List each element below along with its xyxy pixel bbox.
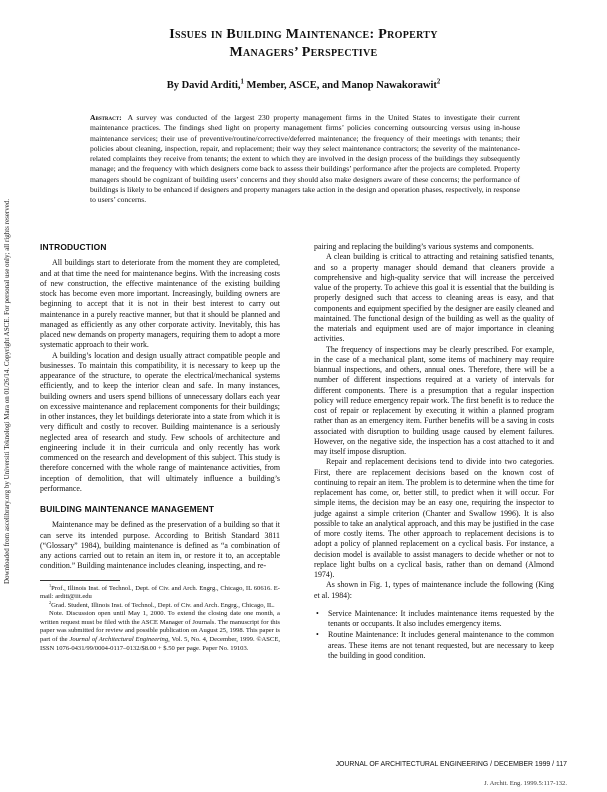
footnote-2: $^2$Grad. Student, Illinois Inst. of Technol., Dept. of Civ. and Arch. Engrg., Chicago, IL. — [49, 599, 275, 609]
maintenance-types-list — [314, 609, 554, 661]
authors-line — [40, 80, 567, 91]
bullet-icon: • — [316, 630, 319, 640]
authors-second: Member, ASCE, and Manop Nawakorawit — [243, 80, 437, 91]
authors-first: By David Arditi, — [166, 80, 241, 91]
author-sup-1: 1 — [240, 78, 244, 86]
download-sidebar-note: Downloaded from ascelibrary.org by Universiti Teknologi Mara on 01/26/14. Copyright ASCE. For personal use only; all rights reserved. — [3, 198, 11, 584]
journal-name-italic: Journal of Architectural Engineering — [69, 636, 169, 644]
left-column — [40, 242, 280, 653]
intro-paragraph-1: All buildings start to deteriorate from the moment they are completed, and at that time the need for maintenance begins. With the increasing costs of new construction, the effective maintenance of the existing building stock has become even more important. Increasingly, building owners are beginning to accept that it is not in their best interest to carry out maintenance in a purely reactive manner, but that it should be planned and managed as efficiently as any other corporate activity. Inevitably, this has placed new demands on property managers, requiring them to adopt a more systematic approach to their work. — [40, 258, 280, 350]
footnotes — [40, 582, 280, 654]
cleaning-paragraph: A clean building is critical to attracting and retaining satisfied tenants, and so a property manager should demand that cleaners provide a comprehensive and high-quality service that will increase the perceived value of the property. To achieve this goal it is essential that the building is properly designed such that access to cleaning areas is easy, and that components and equipment specified by the designer are easily cleaned and maintained. The functional design of the building as well as the quality of the materials and equipment used are of major importance in cleaning activities. — [314, 252, 554, 344]
citation-footer: J. Archit. Eng. 1999.5:117-132. — [484, 780, 567, 787]
introduction-heading: INTRODUCTION — [40, 242, 107, 252]
title-line-2: Managers’ Perspective — [229, 45, 378, 60]
types-paragraph: As shown in Fig. 1, types of maintenance include the following (King et al. 1984): — [314, 580, 554, 600]
list-item-routine: • Routine Maintenance: It includes general maintenance to the common areas. These items are not tenant requested, but are necessary to keep the building in good condition. — [316, 630, 554, 660]
title-line-1: Issues in Building Maintenance: Property — [169, 27, 438, 42]
bullet-icon: • — [316, 608, 319, 618]
footnote-1-mark: 1 — [49, 582, 52, 588]
discussion-note: Note. Discussion open until May 1, 2000. To extend the closing date one month, a written request must be filed with the ASCE Manager of Journals. The manuscript for this paper was submitted for review and possible publication on August 25, 1998. This paper is part of the Journal of Architectural Engineering, Vol. 5, No. 4, December, 1999. ©ASCE, ISSN 1076-0431/99/0004-0117–0132/$8.00 + $.50 per page. Paper No. 19103. — [40, 610, 280, 652]
abstract — [90, 113, 520, 206]
journal-footer: JOURNAL OF ARCHITECTURAL ENGINEERING / DECEMBER 1999 / 117 — [335, 761, 567, 768]
intro-paragraph-2: A building’s location and design usually attract compatible people and businesses. To maintain this compatibility, it is necessary to keep up the appearance of the structure, to operate the electrical/mechanical systems efficiently, and to keep the interior clean and safe. In many instances, building owners and users spend billions of unnecessary dollars each year on excessive maintenance and replacement components for their buildings; in other instances, they let buildings deteriorate into a state from which it is very difficult and costly to recover. Building maintenance is a seriously neglected area of research and study. Few schools of architecture and engineering include it in their curricula and only recently has work commenced on the research and development of this subject. This study is therefore concerned with the whole range of maintenance activities, from inception of demolition, that will ultimately influence a building’s performance. — [40, 350, 280, 493]
right-paragraph-0: pairing and replacing the building’s various systems and components. — [314, 242, 534, 251]
bm-paragraph-1: Maintenance may be defined as the preservation of a building so that it can serve its intended purpose. According to British Standard 3811 (“Glossary” 1984), building maintenance is defined as “a combination of any actions carried out to retain an item in, or restore it to, an acceptable condition.” Building maintenance includes cleaning, inspecting, and re- — [40, 520, 280, 571]
inspection-paragraph: The frequency of inspections may be clearly prescribed. For example, in the case of a mechanical plant, some items of machinery may require biannual inspections, and others, annual ones. Therefore, there will be a number of different inspections required at a variety of intervals for different components. There is a presumption that a regular inspection policy will reduce emergency repair work. The first benefit is to reduce the cost of repair or replacement by executing it within a planned program rather than as an emergency item. Further benefits will be a saving in costs associated with disruption to building usage caused by element failures. However, on the negative side, the inspection has a cost attached to it and may itself impose disruption. — [314, 344, 554, 456]
repair-paragraph: Repair and replacement decisions tend to divide into two categories. First, there are replacement decisions based on the known cost of continuing to repair an item. The problem is to determine when the time for replacement has come, or, better still, to predict when it will occur. For simple items, the decision may be an easy one, requiring the inspector to judge against a simple criterion (Chanter and Swallow 1996). It is also possible to take an analytical approach, and this may be justified in the case of more costly items. The other approach to replacement decisions is to adopt a policy of planned replacement on a cyclical basis. For instance, a decision model is available to assist managers to decide whether or not to replace light bulbs on a cyclical basis, rather than on demand (Almond 1974). — [314, 457, 554, 579]
list-item-service: • Service Maintenance: It includes maintenance items requested by the tenants or occupants. It also includes emergency items. — [316, 608, 554, 628]
abstract-text: A survey was conducted of the largest 230 property management firms in the United States to investigate their current maintenance practices. The findings shed light on property management firms’ policies concerning outsourcing versus using in-house maintenance services; their use of preventive/routine/corrective/deferred maintenance; the frequency of their meetings with tenants; their policies about cleaning, inspection, repair, and replacement; their way they select maintenance contractors; the severity of the maintenance-related complaints they receive from tenants; the extent to which they are involved in the design process of the buildings they subsequently manage; and the frequency with which designers come back to assess their buildings’ performance after the projects are completed. Property managers should be cognizant of building users’ concerns and they should also make designers aware of these concerns; the performance of buildings is likely to be enhanced if designers and property managers take action in the design and operation phases, respectively, in response to users’ concerns. — [90, 113, 520, 205]
building-maintenance-heading: BUILDING MAINTENANCE MANAGEMENT — [40, 504, 215, 514]
right-column — [314, 242, 554, 662]
footnote-2-mark: 2 — [49, 599, 52, 605]
author-sup-2: 2 — [436, 78, 441, 86]
footnote-1: $^1$Prof., Illinois Inst. of Technol., Dept. of Civ. and Arch. Engrg., Chicago, IL 60616. E-mail: arditi@iit.edu — [40, 582, 280, 601]
abstract-label: Abstract: — [90, 113, 122, 122]
paper-title — [40, 26, 567, 62]
footnote-rule — [40, 580, 120, 581]
